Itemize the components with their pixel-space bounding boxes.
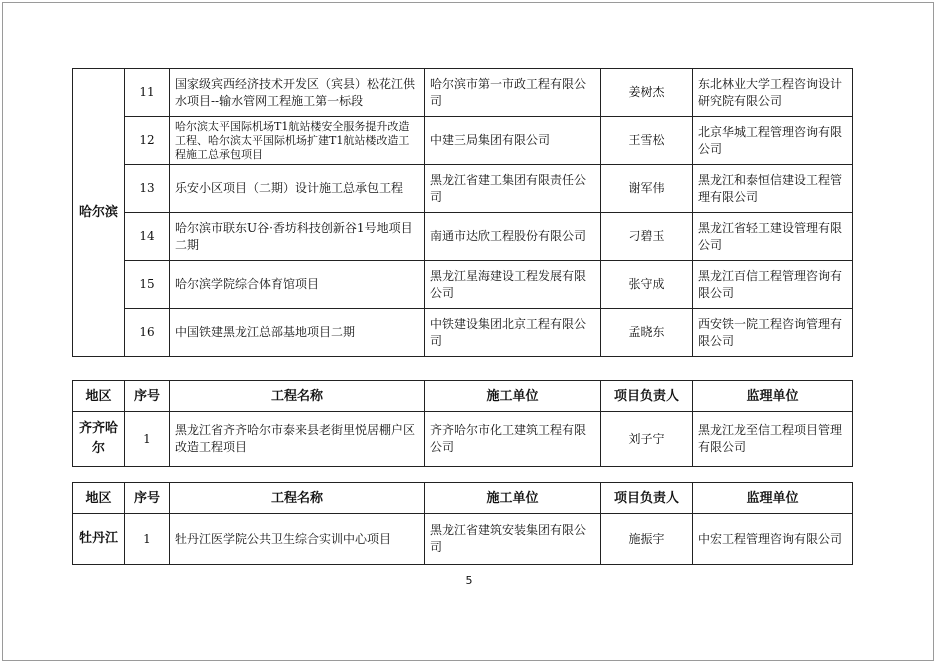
header-region: 地区 (73, 381, 125, 412)
header-row (73, 483, 853, 514)
project-cell: 乐安小区项目（二期）设计施工总承包工程 (170, 165, 425, 213)
project-cell: 哈尔滨学院综合体育馆项目 (170, 261, 425, 309)
supervisor-cell: 北京华城工程管理咨询有限公司 (693, 117, 853, 165)
contractor-cell: 南通市达欣工程股份有限公司 (425, 213, 601, 261)
contractor-cell: 黑龙江省建工集团有限责任公司 (425, 165, 601, 213)
supervisor-cell: 东北林业大学工程咨询设计研究院有限公司 (693, 69, 853, 117)
header-supervisor: 监理单位 (693, 483, 853, 514)
seq-cell: 1 (125, 412, 170, 467)
supervisor-cell: 黑龙江龙至信工程项目管理有限公司 (693, 412, 853, 467)
header-manager: 项目负责人 (601, 381, 693, 412)
header-contractor: 施工单位 (425, 483, 601, 514)
region-cell: 齐齐哈尔 (73, 412, 125, 467)
supervisor-cell: 西安铁一院工程咨询管理有限公司 (693, 309, 853, 357)
manager-cell: 施振宇 (601, 514, 693, 565)
header-contractor: 施工单位 (425, 381, 601, 412)
seq-cell: 11 (125, 69, 170, 117)
table-row (73, 261, 853, 309)
header-project: 工程名称 (170, 381, 425, 412)
project-cell: 中国铁建黑龙江总部基地项目二期 (170, 309, 425, 357)
harbin-table (72, 68, 853, 357)
table-row (73, 69, 853, 117)
seq-cell: 12 (125, 117, 170, 165)
project-cell: 黑龙江省齐齐哈尔市泰来县老街里悦居棚户区改造工程项目 (170, 412, 425, 467)
contractor-cell: 哈尔滨市第一市政工程有限公司 (425, 69, 601, 117)
header-seq: 序号 (125, 483, 170, 514)
seq-cell: 14 (125, 213, 170, 261)
table-row (73, 165, 853, 213)
supervisor-cell: 黑龙江和泰恒信建设工程管理有限公司 (693, 165, 853, 213)
seq-cell: 15 (125, 261, 170, 309)
table-row (73, 309, 853, 357)
header-region: 地区 (73, 483, 125, 514)
contractor-cell: 中铁建设集团北京工程有限公司 (425, 309, 601, 357)
manager-cell: 姜树杰 (601, 69, 693, 117)
contractor-cell: 齐齐哈尔市化工建筑工程有限公司 (425, 412, 601, 467)
supervisor-cell: 中宏工程管理咨询有限公司 (693, 514, 853, 565)
header-row (73, 381, 853, 412)
seq-cell: 1 (125, 514, 170, 565)
project-cell: 哈尔滨太平国际机场T1航站楼安全服务提升改造工程、哈尔滨太平国际机场扩建T1航站楼改造工程施工总承包项目 (170, 117, 425, 165)
header-project: 工程名称 (170, 483, 425, 514)
supervisor-cell: 黑龙江百信工程管理咨询有限公司 (693, 261, 853, 309)
header-seq: 序号 (125, 381, 170, 412)
page-number: 5 (465, 574, 473, 587)
region-cell: 哈尔滨 (73, 69, 125, 357)
manager-cell: 刘子宁 (601, 412, 693, 467)
seq-cell: 16 (125, 309, 170, 357)
table-row (73, 514, 853, 565)
project-cell: 哈尔滨市联东U谷·香坊科技创新谷1号地项目二期 (170, 213, 425, 261)
project-cell: 牡丹江医学院公共卫生综合实训中心项目 (170, 514, 425, 565)
contractor-cell: 黑龙江星海建设工程发展有限公司 (425, 261, 601, 309)
contractor-cell: 中建三局集团有限公司 (425, 117, 601, 165)
table-row (73, 412, 853, 467)
region-cell: 牡丹江 (73, 514, 125, 565)
header-manager: 项目负责人 (601, 483, 693, 514)
project-cell: 国家级宾西经济技术开发区（宾县）松花江供水项目--输水管网工程施工第一标段 (170, 69, 425, 117)
manager-cell: 谢军伟 (601, 165, 693, 213)
mudanjiang-table (72, 482, 853, 565)
manager-cell: 王雪松 (601, 117, 693, 165)
qiqihar-table (72, 380, 853, 467)
table-row (73, 213, 853, 261)
supervisor-cell: 黑龙江省轻工建设管理有限公司 (693, 213, 853, 261)
contractor-cell: 黑龙江省建筑安装集团有限公司 (425, 514, 601, 565)
table-row (73, 117, 853, 165)
manager-cell: 张守成 (601, 261, 693, 309)
seq-cell: 13 (125, 165, 170, 213)
header-supervisor: 监理单位 (693, 381, 853, 412)
manager-cell: 孟晓东 (601, 309, 693, 357)
manager-cell: 刁碧玉 (601, 213, 693, 261)
